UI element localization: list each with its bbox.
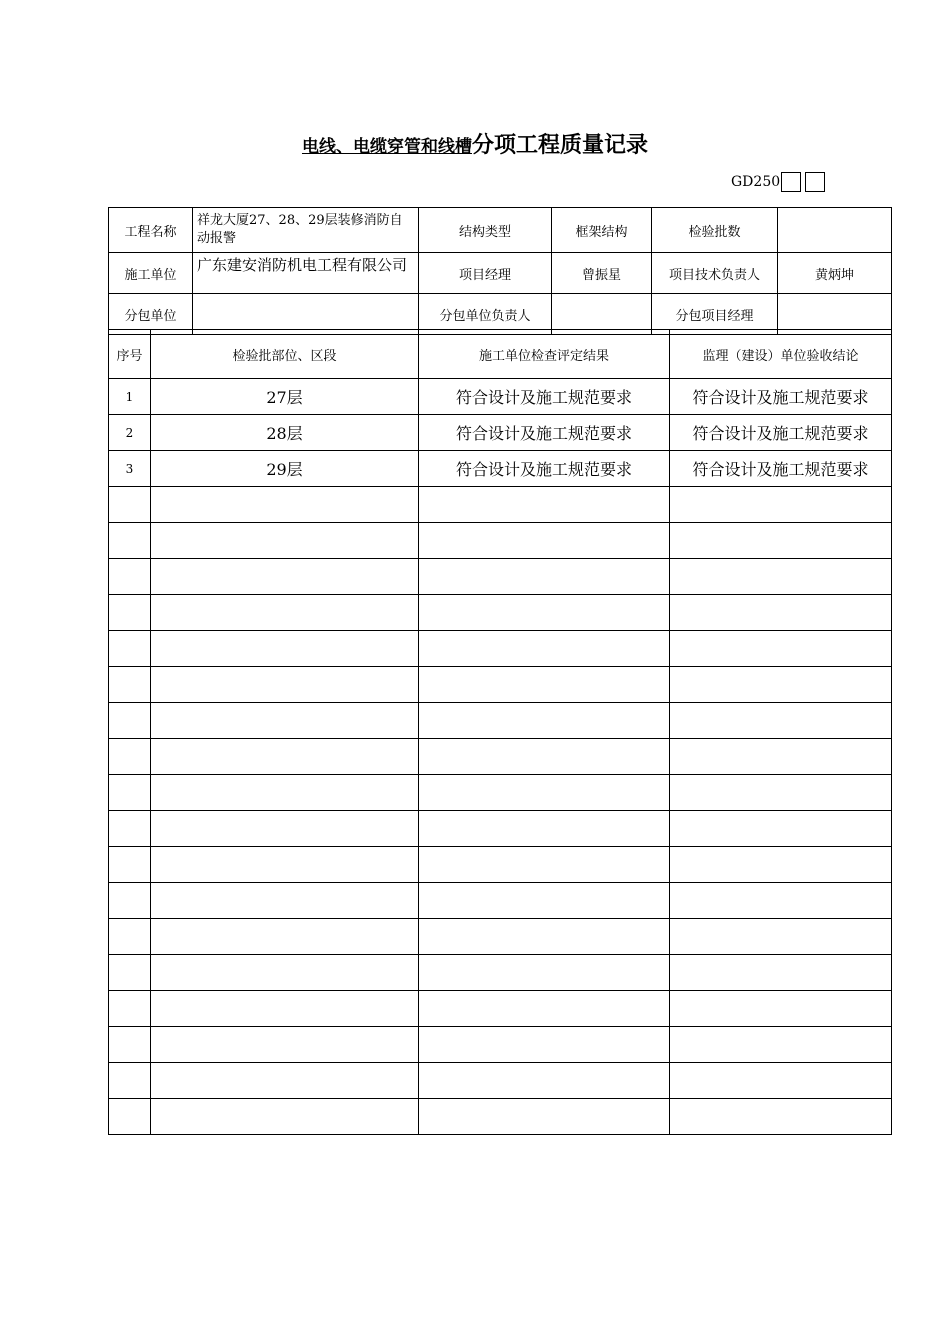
table-row — [109, 667, 892, 703]
check-result-cell[interactable] — [419, 667, 670, 703]
table-row — [109, 847, 892, 883]
row-number-cell[interactable] — [109, 847, 151, 883]
row-number-cell[interactable] — [109, 559, 151, 595]
contractor-label: 施工单位 — [109, 253, 193, 294]
table-row — [109, 379, 892, 415]
acceptance-conclusion-cell[interactable] — [670, 955, 892, 991]
row-number-cell[interactable] — [109, 883, 151, 919]
check-result-cell[interactable] — [419, 631, 670, 667]
table-row — [109, 991, 892, 1027]
batch-count-value[interactable] — [778, 208, 892, 253]
row-number-cell[interactable] — [109, 991, 151, 1027]
structure-type-value[interactable]: 框架结构 — [552, 208, 652, 253]
sub-manager-label: 分包项目经理 — [652, 294, 778, 335]
acceptance-conclusion-cell[interactable] — [670, 703, 892, 739]
acceptance-conclusion-cell[interactable] — [670, 739, 892, 775]
row-number-cell[interactable] — [109, 667, 151, 703]
acceptance-conclusion-cell[interactable] — [670, 631, 892, 667]
code-box-1[interactable] — [781, 172, 801, 192]
table-row — [109, 1099, 892, 1135]
check-result-cell[interactable] — [419, 775, 670, 811]
acceptance-conclusion-cell[interactable] — [670, 667, 892, 703]
tech-lead-label: 项目技术负责人 — [652, 253, 778, 294]
title-part-1: 电线、电缆穿管和线槽 — [301, 137, 472, 157]
table-row — [109, 487, 892, 523]
column-header-section: 检验批部位、区段 — [151, 330, 419, 379]
check-result-cell[interactable] — [419, 847, 670, 883]
row-number-cell[interactable] — [109, 739, 151, 775]
check-result-cell[interactable]: 符合设计及施工规范要求 — [419, 451, 670, 487]
section-cell[interactable] — [151, 955, 419, 991]
table-row — [109, 811, 892, 847]
title-part-2: 分项工程质量记录 — [471, 133, 648, 158]
acceptance-conclusion-cell[interactable]: 符合设计及施工规范要求 — [670, 451, 892, 487]
check-result-cell[interactable] — [419, 1027, 670, 1063]
acceptance-conclusion-cell[interactable] — [670, 919, 892, 955]
section-cell[interactable] — [151, 991, 419, 1027]
section-cell[interactable] — [151, 811, 419, 847]
table-row — [109, 919, 892, 955]
section-cell[interactable] — [151, 487, 419, 523]
check-result-cell[interactable] — [419, 703, 670, 739]
check-result-cell[interactable] — [419, 991, 670, 1027]
row-number-cell[interactable] — [109, 523, 151, 559]
row-number-cell[interactable] — [109, 1099, 151, 1135]
table-row — [109, 1027, 892, 1063]
project-info-table — [108, 207, 892, 335]
acceptance-conclusion-cell[interactable] — [670, 595, 892, 631]
project-manager-value[interactable]: 曾振星 — [552, 253, 652, 294]
row-number-cell[interactable] — [109, 487, 151, 523]
section-cell[interactable] — [151, 631, 419, 667]
inspection-records-table — [108, 329, 892, 1135]
row-number-cell[interactable] — [109, 1027, 151, 1063]
section-cell[interactable] — [151, 559, 419, 595]
check-result-cell[interactable] — [419, 595, 670, 631]
column-header-result: 施工单位检查评定结果 — [419, 330, 670, 379]
acceptance-conclusion-cell[interactable] — [670, 1027, 892, 1063]
row-number-cell[interactable] — [109, 775, 151, 811]
section-cell[interactable] — [151, 847, 419, 883]
row-number-cell[interactable] — [109, 595, 151, 631]
project-manager-label: 项目经理 — [419, 253, 552, 294]
check-result-cell[interactable] — [419, 487, 670, 523]
check-result-cell[interactable] — [419, 1063, 670, 1099]
section-cell[interactable] — [151, 919, 419, 955]
acceptance-conclusion-cell[interactable] — [670, 811, 892, 847]
acceptance-conclusion-cell[interactable] — [670, 847, 892, 883]
check-result-cell[interactable] — [419, 739, 670, 775]
table-row — [109, 703, 892, 739]
project-name-value[interactable] — [193, 208, 419, 253]
row-number-cell[interactable]: 2 — [109, 415, 151, 451]
row-number-cell[interactable] — [109, 955, 151, 991]
code-box-2[interactable] — [805, 172, 825, 192]
subcontractor-label: 分包单位 — [109, 294, 193, 335]
section-cell[interactable] — [151, 523, 419, 559]
check-result-cell[interactable] — [419, 559, 670, 595]
section-cell[interactable]: 27层 — [151, 379, 419, 415]
records-header-row — [109, 330, 892, 379]
section-cell[interactable]: 29层 — [151, 451, 419, 487]
acceptance-conclusion-cell[interactable] — [670, 1063, 892, 1099]
table-row — [109, 631, 892, 667]
acceptance-conclusion-cell[interactable] — [670, 523, 892, 559]
check-result-cell[interactable] — [419, 955, 670, 991]
section-cell[interactable] — [151, 883, 419, 919]
table-row — [109, 739, 892, 775]
column-header-no: 序号 — [109, 330, 151, 379]
batch-count-label: 检验批数 — [652, 208, 778, 253]
check-result-cell[interactable] — [419, 523, 670, 559]
section-cell[interactable] — [151, 739, 419, 775]
table-row — [109, 775, 892, 811]
structure-type-label: 结构类型 — [419, 208, 552, 253]
check-result-cell[interactable] — [419, 811, 670, 847]
row-number-cell[interactable]: 3 — [109, 451, 151, 487]
form-code — [731, 172, 825, 192]
project-name-text: 祥龙大厦27、28、29层装修消防自动报警 — [197, 213, 403, 246]
acceptance-conclusion-cell[interactable] — [670, 487, 892, 523]
section-cell[interactable] — [151, 775, 419, 811]
section-cell[interactable] — [151, 1063, 419, 1099]
document-title — [0, 128, 950, 159]
table-row — [109, 1063, 892, 1099]
check-result-cell[interactable] — [419, 919, 670, 955]
form-code-text: GD250 — [731, 174, 781, 190]
row-number-cell[interactable] — [109, 703, 151, 739]
acceptance-conclusion-cell[interactable]: 符合设计及施工规范要求 — [670, 415, 892, 451]
acceptance-conclusion-cell[interactable] — [670, 991, 892, 1027]
acceptance-conclusion-cell[interactable] — [670, 775, 892, 811]
project-row — [109, 208, 892, 253]
contractor-row — [109, 253, 892, 294]
contractor-text: 广东建安消防机电工程有限公司 — [197, 256, 408, 274]
table-row — [109, 523, 892, 559]
section-cell[interactable] — [151, 667, 419, 703]
table-row — [109, 451, 892, 487]
project-name-label: 工程名称 — [109, 208, 193, 253]
section-cell[interactable] — [151, 1027, 419, 1063]
check-result-cell[interactable] — [419, 1099, 670, 1135]
acceptance-conclusion-cell[interactable]: 符合设计及施工规范要求 — [670, 379, 892, 415]
acceptance-conclusion-cell[interactable] — [670, 883, 892, 919]
check-result-cell[interactable]: 符合设计及施工规范要求 — [419, 415, 670, 451]
table-row — [109, 883, 892, 919]
acceptance-conclusion-cell[interactable] — [670, 559, 892, 595]
table-row — [109, 415, 892, 451]
sub-lead-label: 分包单位负责人 — [419, 294, 552, 335]
row-number-cell[interactable] — [109, 1063, 151, 1099]
row-number-cell[interactable] — [109, 919, 151, 955]
acceptance-conclusion-cell[interactable] — [670, 1099, 892, 1135]
check-result-cell[interactable]: 符合设计及施工规范要求 — [419, 379, 670, 415]
section-cell[interactable]: 28层 — [151, 415, 419, 451]
table-row — [109, 559, 892, 595]
section-cell[interactable] — [151, 595, 419, 631]
contractor-value[interactable] — [193, 253, 419, 294]
row-number-cell[interactable]: 1 — [109, 379, 151, 415]
row-number-cell[interactable] — [109, 631, 151, 667]
section-cell[interactable] — [151, 703, 419, 739]
section-cell[interactable] — [151, 1099, 419, 1135]
column-header-conclusion: 监理（建设）单位验收结论 — [670, 330, 892, 379]
row-number-cell[interactable] — [109, 811, 151, 847]
check-result-cell[interactable] — [419, 883, 670, 919]
tech-lead-value[interactable]: 黄炳坤 — [778, 253, 892, 294]
table-row — [109, 595, 892, 631]
table-row — [109, 955, 892, 991]
